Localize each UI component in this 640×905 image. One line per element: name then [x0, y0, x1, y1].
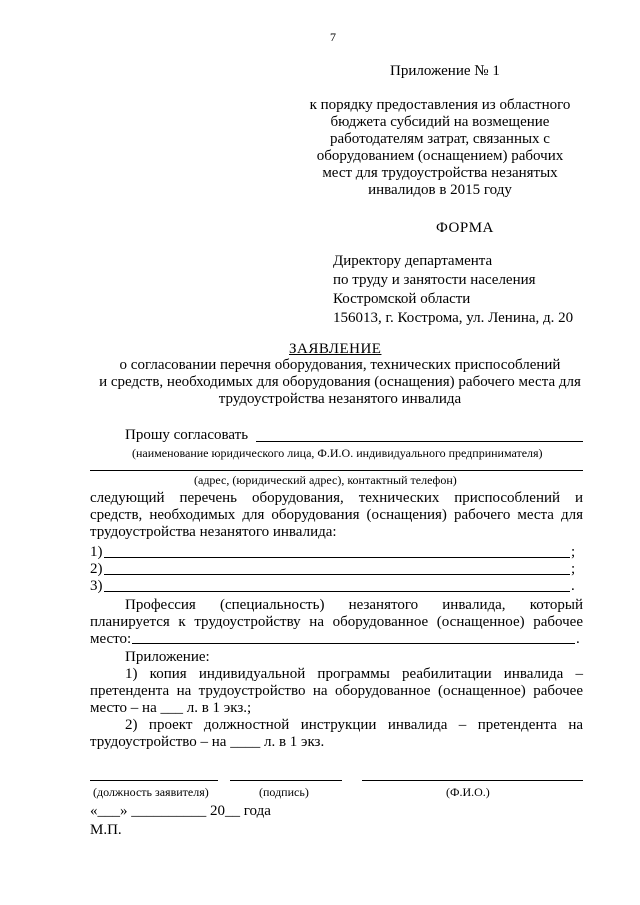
attachments-label: Приложение:	[125, 649, 210, 665]
addressee-line: Костромской области	[333, 291, 471, 307]
address-caption: (адрес, (юридический адрес), контактный телефон)	[194, 473, 457, 487]
address-field[interactable]	[90, 470, 583, 471]
subtitle-line: и средств, необходимых для оборудования (оснащения) рабочего места для	[99, 374, 581, 390]
profession-end: .	[576, 631, 580, 647]
appendix-line: бюджета субсидий на возмещение	[330, 114, 550, 130]
attachment-2-line-2: трудоустройство – на ____ л. в 1 экз.	[90, 734, 325, 750]
subtitle-line: о согласовании перечня оборудования, технических приспособлений	[119, 357, 561, 373]
addressee-line: Директору департамента	[333, 253, 493, 269]
appendix-title: Приложение № 1	[390, 63, 500, 79]
position-field[interactable]	[90, 780, 218, 781]
addressee-line: по труду и занятости населения	[333, 272, 536, 288]
subtitle-line: трудоустройства незанятого инвалида	[218, 391, 462, 407]
appendix-line: работодателям затрат, связанных с	[330, 131, 550, 147]
page-number: 7	[330, 30, 336, 44]
list-intro-line-2: средств, необходимых для оборудования (оснащения) рабочего места для	[90, 507, 583, 523]
item-2-field[interactable]	[104, 574, 570, 575]
profession-line-3-label: место:	[90, 631, 132, 647]
company-name-caption: (наименование юридического лица, Ф.И.О. индивидуального предпринимателя)	[132, 446, 543, 460]
list-intro-line-1: следующий перечень оборудования, технических приспособлений и	[90, 490, 583, 506]
form-label: ФОРМА	[436, 220, 494, 236]
statement-title: ЗАЯВЛЕНИЕ	[289, 341, 382, 357]
company-name-field[interactable]	[256, 441, 583, 442]
item-number: 3)	[90, 578, 103, 594]
appendix-line: инвалидов в 2015 году	[368, 182, 512, 198]
list-intro-line-3: трудоустройства незанятого инвалида:	[90, 524, 337, 540]
signature-field[interactable]	[230, 780, 342, 781]
full-name-field[interactable]	[362, 780, 583, 781]
item-number: 1)	[90, 544, 103, 560]
attachment-1-line-1: 1) копия индивидуальной программы реабилитации инвалида –	[125, 666, 583, 682]
item-3-field[interactable]	[104, 591, 570, 592]
full-name-caption: (Ф.И.О.)	[446, 785, 490, 799]
item-end: ;	[571, 544, 576, 560]
addressee-line: 156013, г. Кострома, ул. Ленина, д. 20	[333, 310, 574, 326]
request-label: Прошу согласовать	[125, 427, 249, 443]
statement-subtitle	[90, 357, 590, 408]
item-end: ;	[571, 561, 576, 577]
item-number: 2)	[90, 561, 103, 577]
date-line: «___» __________ 20__ года	[90, 803, 271, 819]
attachment-1-line-2: претендента на трудоустройство на оборудованное (оснащенное) рабочее	[90, 683, 583, 699]
attachment-1-line-3: место – на ___ л. в 1 экз.;	[90, 700, 252, 716]
appendix-line: оборудованием (оснащением) рабочих	[316, 148, 564, 164]
signature-caption: (подпись)	[259, 785, 309, 799]
appendix-line: к порядку предоставления из областного	[309, 97, 571, 113]
profession-line-1: Профессия (специальность) незанятого инвалида, который	[125, 597, 583, 613]
profession-line-2: планируется к трудоустройству на оборудованное (оснащенное) рабочее	[90, 614, 583, 630]
attachment-2-line-1: 2) проект должностной инструкции инвалида – претендента на	[125, 717, 583, 733]
item-1-field[interactable]	[104, 557, 570, 558]
item-end: .	[571, 578, 575, 594]
stamp-place: М.П.	[90, 822, 122, 838]
profession-field[interactable]	[132, 643, 575, 644]
appendix-line: мест для трудоустройства незанятых	[322, 165, 558, 181]
addressee-block	[333, 252, 573, 328]
appendix-text	[300, 97, 580, 199]
position-caption: (должность заявителя)	[93, 785, 209, 799]
